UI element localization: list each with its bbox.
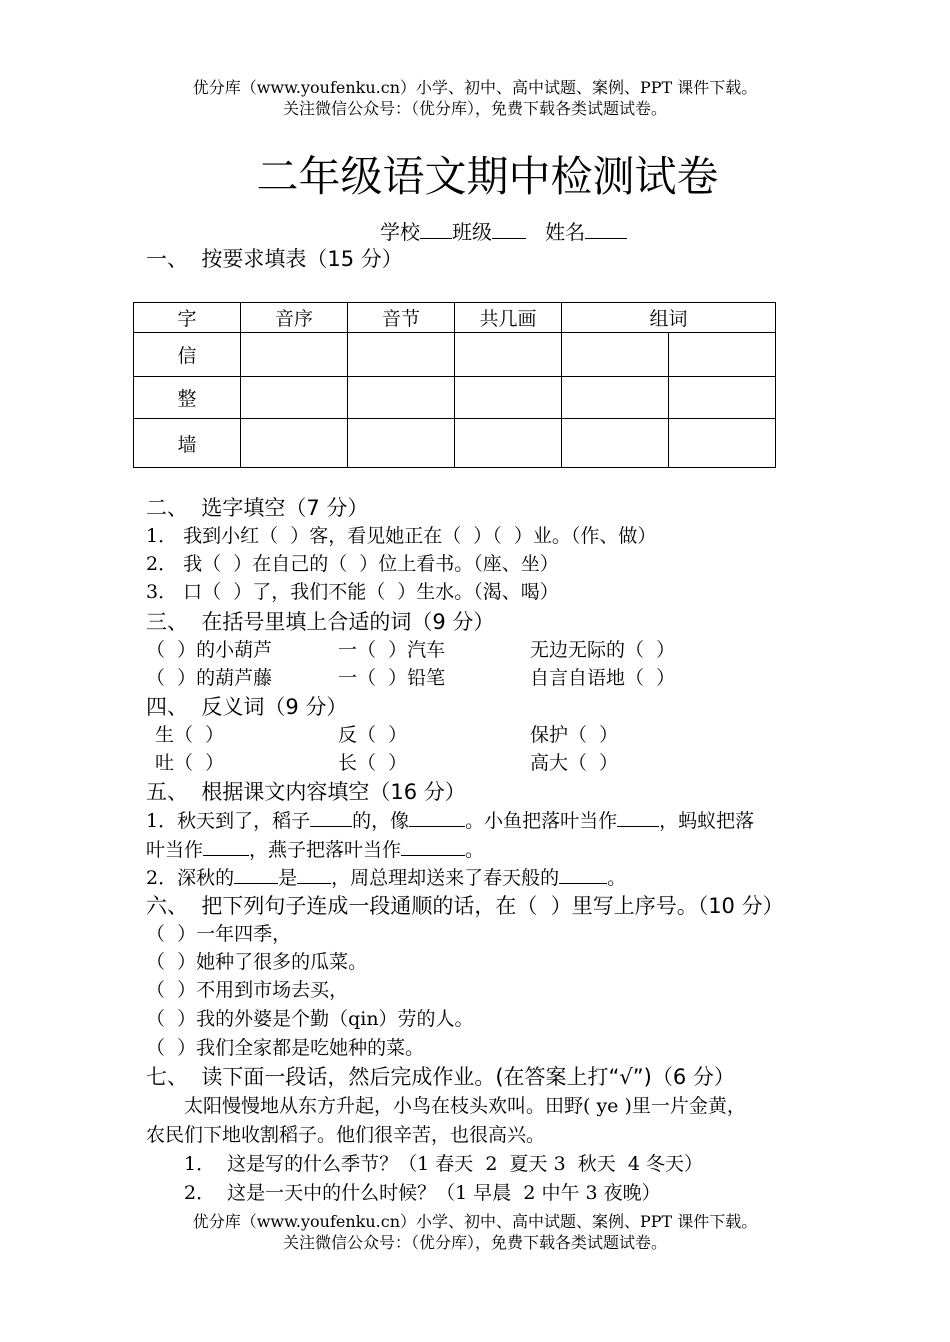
s6-item: （ ）她种了很多的瓜菜。 (146, 951, 368, 973)
s4-item: 高大（ ） (530, 752, 619, 774)
s5-text: 。小鱼把落叶当作 (465, 810, 618, 832)
s7-question-2: 2． 这是一天中的什么时候？（1 早晨 2 中午 3 夜晚） (184, 1182, 661, 1204)
table-answer-cell[interactable] (348, 333, 455, 377)
table-header-cell: 组词 (562, 303, 776, 333)
s4-item: 保护（ ） (530, 724, 619, 746)
s5-text: 。 (607, 867, 627, 889)
s4-item: 长（ ） (338, 752, 408, 774)
table-char-cell: 墙 (134, 419, 241, 468)
table-answer-cell[interactable] (669, 377, 776, 419)
table-answer-cell[interactable] (241, 333, 348, 377)
section-6-title: 六、 把下列句子连成一段通顺的话，在（ ）里写上序号。（10 分） (146, 894, 784, 918)
table-answer-cell[interactable] (348, 419, 455, 468)
s6-item: （ ）一年四季， (146, 923, 292, 945)
s5-text: ，燕子把落叶当作 (249, 839, 402, 861)
s2-line-1: 1． 我到小红（ ）客，看见她正在（ ）（ ）业。（作、做） (146, 525, 657, 547)
table-answer-cell[interactable] (455, 377, 562, 419)
table-answer-cell[interactable] (562, 419, 669, 468)
s3-item: 无边无际的（ ） (530, 639, 676, 661)
fill-blank[interactable] (203, 835, 249, 856)
s4-item: 反（ ） (338, 724, 408, 746)
s3-item: （ ）的葫芦藤 (146, 667, 273, 689)
s5-text: 的，像 (352, 810, 410, 832)
table-header-row (134, 303, 776, 333)
s5-text: ，周总理却送来了春天般的 (331, 867, 560, 889)
s7-paragraph-1: 太阳慢慢地从东方升起，小鸟在枝头欢叫。田野( ye )里一片金黄， (184, 1095, 746, 1117)
s5-line-3 (146, 863, 626, 892)
s4-item: 生（ ） (155, 724, 225, 746)
class-blank[interactable] (492, 218, 526, 239)
header-line-1: 优分库（www.youfenku.cn）小学、初中、高中试题、案例、PPT 课件下载。 (192, 78, 758, 97)
table-row (134, 419, 776, 468)
table-answer-cell[interactable] (669, 333, 776, 377)
fill-blank[interactable] (559, 863, 607, 884)
table-header-cell: 共几画 (455, 303, 562, 333)
student-info (380, 218, 627, 245)
section-3-title: 三、 在括号里填上合适的词（9 分） (146, 610, 495, 634)
s6-item: （ ）我的外婆是个勤（qin）劳的人。 (146, 1008, 474, 1030)
s7-paragraph-2: 农民们下地收割稻子。他们很辛苦，也很高兴。 (146, 1124, 546, 1146)
section-1-title: 一、 按要求填表（15 分） (146, 247, 403, 271)
fill-table (133, 302, 776, 468)
table-header-cell: 音节 (348, 303, 455, 333)
s5-text: 1．秋天到了，稻子 (146, 810, 311, 832)
table-answer-cell[interactable] (241, 419, 348, 468)
table-header-cell: 音序 (241, 303, 348, 333)
table-answer-cell[interactable] (562, 377, 669, 419)
s5-line-1 (146, 806, 754, 835)
table-char-cell: 信 (134, 333, 241, 377)
s3-item: 一（ ）汽车 (338, 639, 446, 661)
s6-item: （ ）我们全家都是吃她种的菜。 (146, 1037, 425, 1059)
fill-blank[interactable] (409, 806, 465, 827)
table-answer-cell[interactable] (562, 333, 669, 377)
class-label: 班级 (452, 220, 492, 244)
s4-item: 吐（ ） (155, 752, 225, 774)
footer-line-1: 优分库（www.youfenku.cn）小学、初中、高中试题、案例、PPT 课件下载。 (192, 1212, 758, 1231)
section-4-title: 四、 反义词（9 分） (146, 695, 348, 719)
school-blank[interactable] (420, 218, 452, 239)
table-header-cell: 字 (134, 303, 241, 333)
footer-line-2: 关注微信公众号：（优分库），免费下载各类试题试卷。 (282, 1233, 667, 1252)
s5-text: 是 (278, 867, 298, 889)
table-answer-cell[interactable] (241, 377, 348, 419)
table-row (134, 377, 776, 419)
s3-item: 自言自语地（ ） (530, 667, 676, 689)
s5-text: 叶当作 (146, 839, 204, 861)
fill-blank[interactable] (234, 863, 278, 884)
section-7-title: 七、 读下面一段话，然后完成作业。(在答案上打“√”)（6 分） (146, 1065, 735, 1089)
s2-line-3: 3． 口（ ）了，我们不能（ ）生水。（渴、喝） (146, 581, 559, 603)
s5-text: 2．深秋的 (146, 867, 235, 889)
fill-blank[interactable] (617, 806, 659, 827)
section-2-title: 二、 选字填空（7 分） (146, 496, 369, 520)
s5-line-2 (146, 835, 484, 864)
s6-item: （ ）不用到市场去买， (146, 979, 349, 1001)
table-answer-cell[interactable] (348, 377, 455, 419)
name-label: 姓名 (545, 220, 586, 244)
fill-blank[interactable] (401, 835, 465, 856)
table-answer-cell[interactable] (669, 419, 776, 468)
table-char-cell: 整 (134, 377, 241, 419)
s3-item: （ ）的小葫芦 (146, 639, 273, 661)
table-answer-cell[interactable] (455, 419, 562, 468)
table-answer-cell[interactable] (455, 333, 562, 377)
section-5-title: 五、 根据课文内容填空（16 分） (146, 780, 466, 804)
fill-blank[interactable] (310, 806, 352, 827)
s3-item: 一（ ）铅笔 (338, 667, 446, 689)
s5-text: 。 (465, 839, 485, 861)
page-title: 二年级语文期中检测试卷 (256, 152, 719, 201)
header-line-2: 关注微信公众号：（优分库），免费下载各类试题试卷。 (282, 99, 667, 118)
s2-line-2: 2． 我（ ）在自己的（ ）位上看书。（座、坐） (146, 553, 559, 575)
school-label: 学校 (380, 220, 420, 244)
name-blank[interactable] (585, 218, 627, 239)
s7-question-1: 1． 这是写的什么季节？（1 春天 2 夏天 3 秋天 4 冬天） (184, 1153, 703, 1175)
s5-text: ，蚂蚁把落 (659, 810, 755, 832)
fill-blank[interactable] (297, 863, 331, 884)
table-row (134, 333, 776, 377)
